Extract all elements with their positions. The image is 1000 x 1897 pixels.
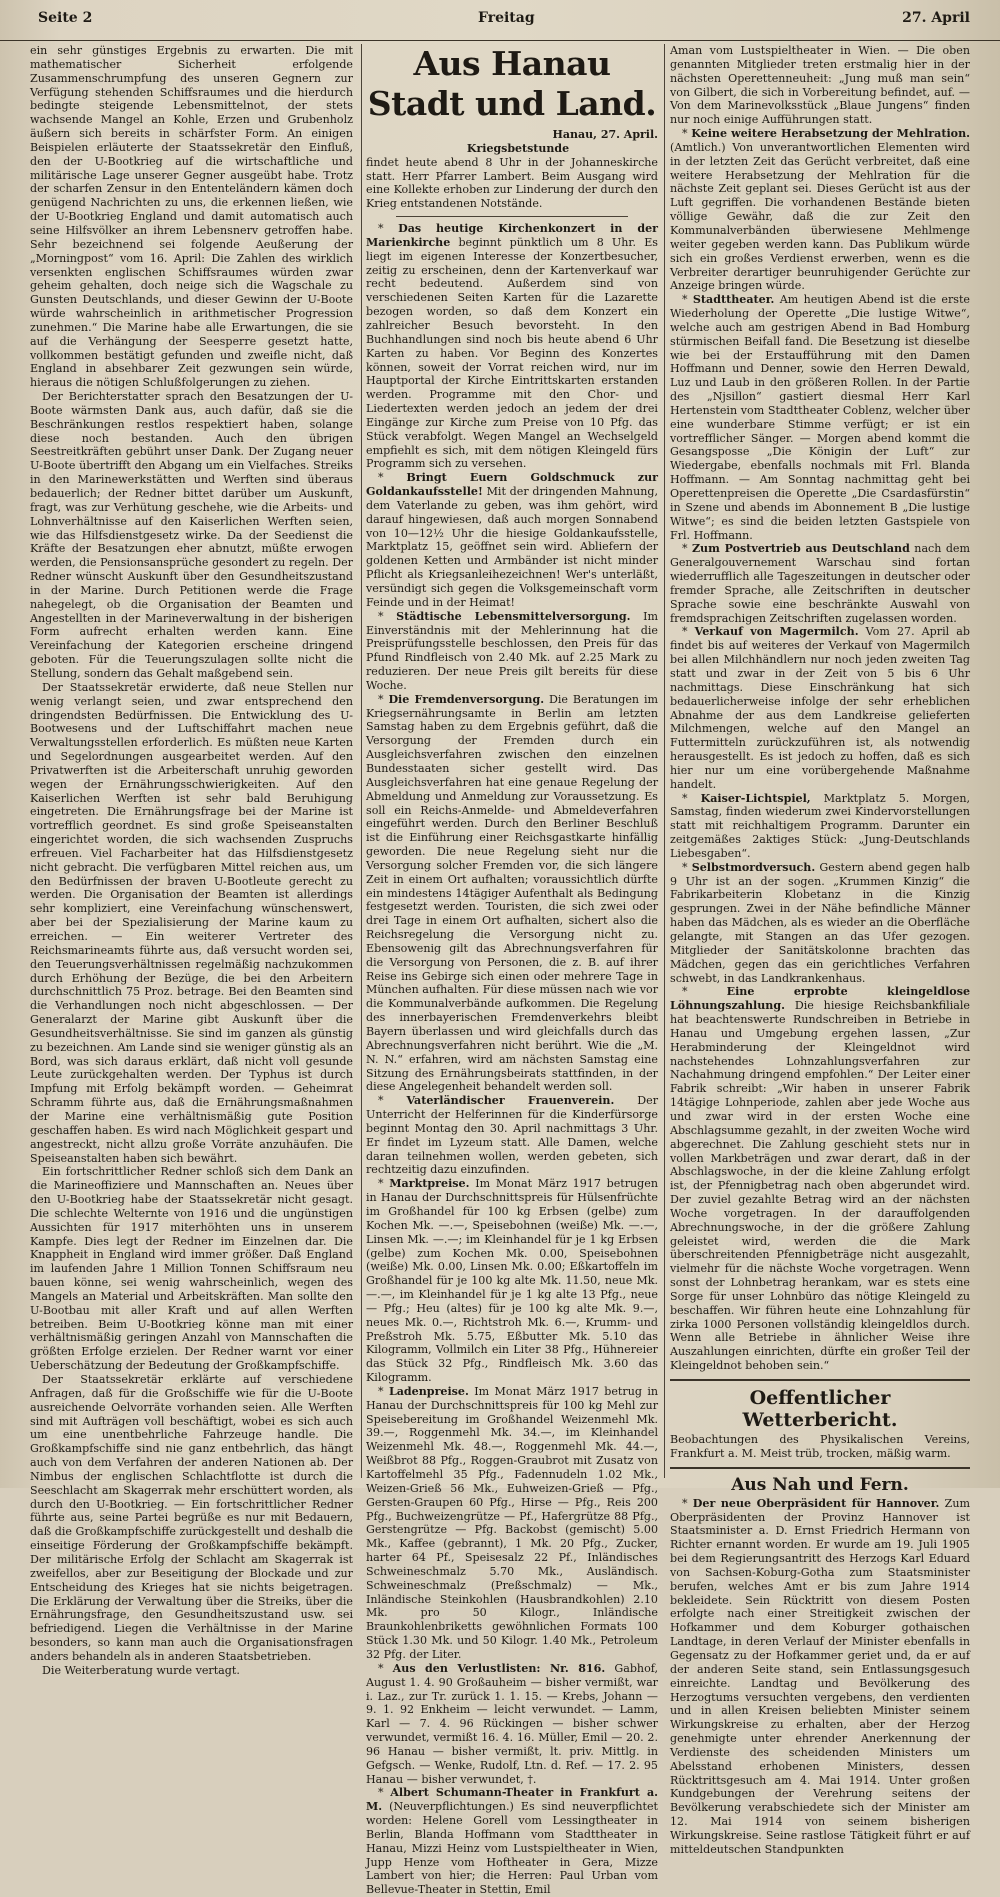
article-headline: Ladenpreise.: [388, 1384, 469, 1398]
separator: [670, 1467, 970, 1469]
article-headline: Aus den Verlustlisten: Nr. 816.: [392, 1661, 606, 1675]
article-headline: Kaiser-Lichtspiel,: [700, 791, 811, 805]
news-item: * Bringt Euern Goldschmuck zur Goldankaufsstelle! Mit der dringenden Mahnung, dem Vaterlande zu geben, was ihm gehört, wird darauf hingewiesen, daß auch morgen Sonnabend von 10—12½ Uhr die hiesige Goldankaufsstelle, Marktplatz 15, geöffnet sein wird. Abliefern der goldenen Ketten und Armbänder ist nicht minder Pflicht als Kriegsanleihezeichnen! Wer's unterläßt, versündigt sich gegen die Volksgemeinschaft vorm Feinde und in der Heimat!: [366, 471, 659, 609]
section-title-hanau: Aus Hanau Stadt und Land.: [367, 44, 657, 123]
news-item: * Ladenpreise. Im Monat März 1917 betrug in Hanau der Durchschnittspreis für 100 kg Mehl zur Speisebereitung im Großhandel Weizenmehl Mk. 39.—, Roggenmehl Mk. 34.—, im Kleinhandel Weizenmehl Mk. 48.—, Roggenmehl Mk. 44.—, Weißbrot 88 Pfg., Roggen-Graubrot mit Zusatz von Kartoffelmehl 35 Pfg., Fadennudeln 1.02 Mk., Weizen-Grieß 56 Mk., Euhweizen-Grieß — Pfg., Gersten-Graupen 60 Pfg., Hirse — Pfg., Reis 200 Pfg., Buchweizengrütze — Pf., Hafergrütze 88 Pfg., Gerstengrütze — Pfg. Backobst (gemischt) 5.00 Mk., Kaffee (gebrannt), 1 Mk. 20 Pfg., Zucker, harter 64 Pf., Speisesalz 22 Pf., Inländisches Schweineschmalz 5.70 Mk., Ausländisch. Schweineschmalz (Preßschmalz) — Mk., Inländische Steinkohlen (Hausbrandkohlen) 2.10 Mk. pro 50 Kilogr., Inländische Braunkohlenbriketts gewöhnlichen Formats 100 Stück 1.30 Mk. und 50 Kilogr. 1.40 Mk., Petroleum 32 Pfg. der Liter.: [366, 1384, 659, 1661]
news-item: * Verkauf von Magermilch. Vom 27. April ab findet bis auf weiteres der Verkauf von Magermilch bei allen Milchhändlern nur noch jeden zweiten Tag statt und zwar in der Zeit von 5 bis 6 Uhr nachmittags. Diese Einschränkung hat sich bedauerlicherweise infolge der sehr erheblichen Abnahme der aus dem Landkreise gelieferten Milchmengen, welche auf den Mangel an Futtermitteln zurückzuführen ist, als notwendig herausgestellt. Es ist jedoch zu hoffen, daß es sich hier nur um eine vorübergehende Maßnahme handelt.: [670, 625, 970, 791]
issue-date: 27. April: [902, 10, 970, 26]
article-text: Im Monat März 1917 betrug in Hanau der Durchschnittspreis für 100 kg Mehl zur Speisebereitung im Großhandel Weizenmehl Mk. 39.—, Roggenmehl Mk. 34.—, im Kleinhandel Weizenmehl Mk. 48.—, Roggenmehl Mk. 44.—, Weißbrot 88 Pfg., Roggen-Graubrot mit Zusatz von Kartoffelmehl 35 Pfg., Fadennudeln 1.02 Mk., Weizen-Grieß 56 Mk., Euhweizen-Grieß — Pfg., Gersten-Graupen 60 Pfg., Hirse — Pfg., Reis 200 Pfg., Buchweizengrütze — Pf., Hafergrütze 88 Pfg., Gerstengrütze — Pfg. Backobst (gemischt) 5.00 Mk., Kaffee (gebrannt), 1 Mk. 20 Pfg., Zucker, harter 64 Pf., Speisesalz 22 Pf., Inländisches Schweineschmalz 5.70 Mk., Ausländisch. Schweineschmalz (Preßschmalz) — Mk., Inländische Steinkohlen (Hausbrandkohlen) 2.10 Mk. pro 50 Kilogr., Inländische Braunkohlenbriketts gewöhnlichen Formats 100 Stück 1.30 Mk. und 50 Kilogr. 1.40 Mk., Petroleum 32 Pfg. der Liter.: [366, 1384, 659, 1661]
subheading: Kriegsbetstunde: [466, 141, 570, 155]
news-item: * Marktpreise. Im Monat März 1917 betrugen in Hanau der Durchschnittspreis für Hülsenfrüchte im Großhandel für 100 kg Erbsen (gelbe) zum Kochen Mk. —.—, Speisebohnen (weiße) Mk. —.—, Linsen Mk. —.—; im Kleinhandel für je 1 kg Erbsen (gelbe) zum Kochen Mk. 0.00, Speisebohnen (weiße) Mk. 0.00, Linsen Mk. 0.00; Eßkartoffeln im Großhandel für je 100 kg alte Mk. 11.50, neue Mk. —.—, im Kleinhandel für je 1 kg alte 13 Pfg., neue — Pfg.; Heu (altes) für je 100 kg alte Mk. 9.—, neues Mk. 0.—, Richtstroh Mk. 6.—, Krumm- und Preßstroh Mk. 5.75, Eßbutter Mk. 5.10 das Kilogramm, Vollmilch ein Liter 38 Pfg., Hühnereier das Stück 32 Pfg., Rindfleisch Mk. 3.60 das Kilogramm.: [366, 1177, 658, 1385]
paragraph: Der Staatssekretär erwiderte, daß neue Stellen nur wenig verlangt seien, und zwar entsprechend den dringendsten Bedürfnissen. Die Entwicklung des U-Bootwesens und der Luftschiffahrt machen neue Verwaltungsstellen erforderlich. Es müßten neue Karten und Segelordnungen ausgearbeitet werden. Auf den Privatwerften ist die Arbeiterschaft unruhig geworden wegen der Ernährungsschwierigkeiten. Auf den Kaiserlichen Werften ist sehr bald Beruhigung eingetreten. Die Ernährungsfrage bei der Marine ist vortrefflich geordnet. Es sind große Speiseanstalten eingerichtet worden, die sich wachsenden Zuspruchs erfreuen. Viel Facharbeiter hat das Hilfsdienstgesetz nicht gebracht. Die verfügbaren Mittel reichen aus, um den Bedürfnissen der braven U-Bootleute gerecht zu werden. Die Organisation der Beamten ist allerdings sehr kompliziert, eine Vereinfachung wünschenswert, aber bei der Spezialisierung der Marine kaum zu erreichen. — Ein weiterer Vertreter des Reichsmarineamts führte aus, daß versucht worden sei, den Teuerungsverhältnissen regelmäßig nachzukommen durch Erhöhung der Bezüge, die bei den Arbeitern durchschnittlich 75 Proz. betrage. Bei den Beamten sind die Verhandlungen noch nicht abgeschlossen. — Der Generalarzt der Marine gibt Auskunft über die Gesundheitsverhältnisse. Sie sind im ganzen als günstig zu bezeichnen. Am Lande sind sie weniger günstig als an Bord, was sich daraus erklärt, daß nicht voll gesunde Leute zurückgehalten werden. Der Typhus ist durch Impfung mit Erfolg bekämpft worden. — Geheimrat Schramm führte aus, daß die Ernährungsmaßnahmen der Marine eine verhältnismäßig gute Position geschaffen haben. Es wird nach Möglichkeit gespart und angestreckt, nicht allzu große Vorräte anzuhäufen. Die Speiseanstalten haben sich bewährt.: [30, 680, 353, 1165]
article-text: beginnt pünktlich um 8 Uhr. Es liegt im eigenen Interesse der Konzertbesucher, zeitig zu erscheinen, denn der Kartenverkauf war recht bedeutend. Außerdem sind von verschiedenen Seiten Karten für die Lazarette bezogen worden, so daß dem Konzert ein zahlreicher Besuch bevorsteht. In den Buchhandlungen sind noch bis heute abend 6 Uhr Karten zu haben. Vor Beginn des Konzertes können, soweit der Vorrat reichen wird, nur im Hauptportal der Kirche Eintrittskarten erstanden werden. Programme mit den Chor- und Liedertexten werden jedoch an jedem der drei Eingänge zur Kirche zum Preise von 10 Pfg. das Stück verabfolgt. Wegen Mangel an Wechselgeld empfiehlt es sich, mit dem nötigen Kleingeld fürs Programm sich zu versehen.: [366, 235, 658, 471]
news-item: * Aus den Verlustlisten: Nr. 816. Gabhof, August 1. 4. 90 Großauheim — bisher vermißt, war i. Laz., zur Tr. zurück 1. 1. 15. — Krebs, Johann — 9. 1. 92 Enkheim — leicht verwundet. — Lamm, Karl — 7. 4. 96 Rückingen — bisher schwer verwundet, vermißt 16. 4. 16. Müller, Emil — 20. 2. 96 Hanau — bisher vermißt, lt. priv. Mittlg. in Gefgsch. — Wenke, Rudolf, Ltn. d. Ref. — 17. 2. 95 Hanau — bisher verwundet, †.: [366, 1661, 658, 1786]
paragraph: Der Berichterstatter sprach den Besatzungen der U-Boote wärmsten Dank aus, auch dafür, daß sie die Beschränkungen restlos respektiert haben, solange diese noch bestanden. Auch den übrigen Seestreitkräften gebührt unser Dank. Der Zugang neuer U-Boote übertrifft den Abgang um ein Vielfaches. Streiks in den Marinewerkstätten und Werften sind überaus bedauerlich; der Redner bittet darüber um Auskunft, fragt, was zur Verhütung geschehe, wie die Arbeits- und Lohnverhältnisse auf den Kaiserlichen Werften seien, wie das Hilfsdienstgesetz wirke. Da der Seedienst die Kräfte der Besatzungen eher abnutzt, müßte erwogen werden, die Pensionsansprüche gesondert zu regeln. Der Redner wünscht Auskunft über den Gesundheitszustand in der Marine. Durch Petitionen werde die Frage nahegelegt, ob die Organisation der Beamten und Angestellten in der Marineverwaltung in der bisherigen Form aufrecht erhalten werden kann. Eine Vereinfachung der Kategorien erscheine dringend geboten. Für die Teuerungszulagen sollte nicht die Stellung, sondern das Gehalt maßgebend sein.: [30, 390, 353, 680]
article-text: Gestern abend gegen halb 9 Uhr ist an der sogen. „Krummen Kinzig“ die Fabrikarbeiterin Klobetanz in die Kinzig gesprungen. Zwei in der Nähe befindliche Männer haben das Mädchen, als es wieder an die Oberfläche gelangte, mit Stangen an das Ufer gezogen. Mitglieder der Sanitätskolonne brachten das Mädchen, gegen das ein gerichtliches Verfahren schwebt, in das Landkrankenhaus.: [670, 860, 970, 985]
article-headline: Stadttheater.: [692, 293, 775, 307]
column-right: [670, 44, 971, 1856]
news-item: * Zum Postvertrieb aus Deutschland nach dem Generalgouvernement Warschau sind fortan wiederrufflich alle Tageszeitungen in deutscher oder fremder Sprache, alle Zeitschriften in deutscher Sprache sowie eine beschränkte Auswahl von fremdsprachigen Zeitschriften zugelassen worden.: [670, 542, 970, 625]
separator: [396, 216, 628, 217]
news-item: * Das heutige Kirchenkonzert in der Marienkirche beginnt pünktlich um 8 Uhr. Es liegt im eigenen Interesse der Konzertbesucher, zeitig zu erscheinen, denn der Kartenverkauf war recht bedeutend. Außerdem sind von verschiedenen Seiten Karten für die Lazarette bezogen worden, so daß dem Konzert ein zahlreicher Besuch bevorsteht. In den Buchhandlungen sind noch bis heute abend 6 Uhr Karten zu haben. Vor Beginn des Konzertes können, soweit der Vorrat reichen wird, nur im Hauptportal der Kirche Eintrittskarten erstanden werden. Programme mit den Chor- und Liedertexten werden jedoch an jedem der drei Eingänge zur Kirche zum Preise von 10 Pfg. das Stück verabfolgt. Wegen Mangel an Wechselgeld empfiehlt es sich, mit dem nötigen Kleingeld fürs Programm sich zu versehen.: [366, 222, 658, 471]
weather-title: Oeffentlicher Wetterbericht.: [742, 1387, 898, 1431]
article-text: Zum Oberpräsidenten der Provinz Hannover ist Staatsminister a. D. Ernst Friedrich Hermann von Richter ernannt worden. Er wurde am 19. Juli 1905 bei dem Regierungsantritt des Herzogs Karl Eduard von Sachsen-Koburg-Gotha zum Staatsminister berufen, welches Amt er bis zum Jahre 1914 bekleidete. Sein Rücktritt von diesem Posten erfolgte nach einer Streitigkeit zwischen der Hofkammer und dem Koburger gothaischen Landtage, in deren Verlauf der Minister ebenfalls in Gegensatz zu der Hofkammer geriet und, da er auf der anderen Seite stand, sein Entlassungsgesuch einreichte. Landtag und Bevölkerung des Herzogtums versuchten vergebens, den verdienten und in allen Kreisen beliebten Minister seinem Wirkungskreise zu erhalten, aber der Herzog genehmigte unter ehrender Anerkennung der Verdienste des scheidenden Ministers um Abelsstand erhobenen Ministers, dessen Rücktrittsgesuch am 4. Mai 1914. Unter großen Kundgebungen der Verehrung seitens der Bevölkerung verabschiedete sich der Minister am 12. Mai 1914 von seinem bisherigen Wirkungskreise. Seine rastlose Tätigkeit führt er auf mitteldeutschen Standpunkten: [670, 1496, 970, 1856]
column-middle: [366, 44, 659, 1897]
article-text: Aman vom Lustspieltheater in Wien. — Die oben genannten Mitglieder treten erstmalig hier in der nächsten Operettenneuheit: „Jung muß man sein“ von Gilbert, die sich in Vorbereitung befindet, auf. — Von dem Marinevolksstück „Blaue Jungens“ finden nur noch einige Aufführungen statt.: [670, 44, 970, 127]
article-text: Der Unterricht der Helferinnen für die Kinderfürsorge beginnt Montag den 30. April nachmittags 3 Uhr. Er findet im Lyzeum statt. Alle Damen, welche daran teilnehmen wollen, werden gebeten, sich rechtzeitig dazu einzufinden.: [366, 1094, 659, 1177]
article-text: Die Beratungen im Kriegsernährungsamte in Berlin am letzten Samstag haben zu dem Ergebnis geführt, daß die Versorgung der Fremden durch ein Ausgleichsverfahren zwischen den einzelnen Bundesstaaten sicher gestellt wird. Das Ausgleichsverfahren hat eine genaue Regelung der Abmeldung und Anmeldung zur Voraussetzung. Es soll ein Reichs-Anmelde- und Abmeldeverfahren eingeführt werden. Durch den Berliner Beschluß ist die Einführung einer Reichsgastkarte hinfällig geworden. Die neue Regelung sieht nur die Versorgung solcher Fremden vor, die sich längere Zeit in einem Ort aufhalten; voraussichtlich dürfte ein mindestens 14tägiger Aufenthalt als Bedingung festgesetzt werden. Touristen, die sich zwei oder drei Tage in einem Ort aufhalten, sichert also die Reichsregelung die Versorgung nicht zu. Ebensowenig gilt das Abrechnungsverfahren für die Versorgung von Personen, die z. B. auf ihrer Reise ins Gebirge sich einen oder mehrere Tage in München aufhalten. Für diese müssen nach wie vor die Kommunalverbände aufkommen. Die Regelung des innerbayerischen Fremdenverkehrs bleibt Bayern überlassen und wird gleichfalls durch das Abrechnungsverfahren nicht berührt. Wie die „M. N. N.“ erfahren, wird am nächsten Samstag eine Sitzung des Ernährungsbeirats stattfinden, in der diese Angelegenheit behandelt werden soll.: [366, 692, 659, 1094]
separator: [670, 1379, 970, 1381]
paragraph: Ein fortschrittlicher Redner schloß sich dem Dank an die Marineoffiziere und Mannschaften an. Neues über den U-Bootkrieg habe der Staatssekretär nicht gesagt. Die schlechte Welternte von 1916 und die ungünstigen Aussichten für 1917 miterhöhten uns in unserem Kampfe. Dies legt der Redner im Einzelnen dar. Die Knappheit in England wird immer größer. Daß England im laufenden Jahre 1 Million Tonnen Schiffsraum neu bauen könne, sei wenig wahrscheinlich, wegen des Mangels an Material und Arbeitskräften. Man sollte den U-Bootbau mit aller Kraft und auf allen Werften betreiben. Beim U-Bootkrieg könne man mit einer verhältnismäßig geringen Anzahl von Mannschaften die größten Erfolge erzielen. Der Redner warnt vor einer Ueberschätzung der Bedeutung der Großkampfschiffe.: [30, 1165, 353, 1373]
article-headline: Verkauf von Magermilch.: [694, 625, 859, 639]
article-text: Gabhof, August 1. 4. 90 Großauheim — bisher vermißt, war i. Laz., zur Tr. zurück 1. 1. 15. — Krebs, Johann — 9. 1. 92 Enkheim — leicht verwundet. — Lamm, Karl — 7. 4. 96 Rückingen — bisher schwer verwundet, vermißt 16. 4. 16. Müller, Emil — 20. 2. 96 Hanau — bisher vermißt, lt. priv. Mittlg. in Gefgsch. — Wenke, Rudolf, Ltn. d. Ref. — 17. 2. 95 Hanau — bisher verwundet, †.: [366, 1661, 658, 1786]
article-text: Die hiesige Reichsbankfiliale hat beachtenswerte Rundschreiben in Betriebe in Hanau und Umgebung ergehen lassen, „Zur Herabminderung der Kleingeldnot wird nachstehendes Lohnzahlungsverfahren zur Nachahmung dringend empfohlen.“ Der Leiter einer Fabrik schreibt: „Wir haben in unserer Fabrik 14tägige Lohnperiode, zahlen aber jede Woche aus und zwar wird in der ersten Woche eine Abschlagsumme gezahlt, in der zweiten Woche wird abgerechnet. Die Zahlung geschieht stets nur in vollen Markbeträgen und zwar derart, daß in der Abschlagswoche, in der die kleine Zahlung erfolgt ist, der Pfennigbetrag nach oben abgerundet wird. Der zuviel gezahlte Betrag wird an der nächsten Woche vorgetragen. In der darauffolgenden Abrechnungswoche, in der die größere Zahlung geleistet wird, werden die die Mark überschreitenden Pfennigbeträge nicht ausgezahlt, vielmehr für die nächste Woche vorgetragen. Wenn sonst der Lohnbetrag herankam, war es stets eine Sorge für unser Lohnbüro das nötige Kleingeld zu beschaffen. Wir führen heute eine Lohnzahlung für zirka 1000 Personen vollständig kleingeldlos durch. Wenn alle Betriebe in ähnlicher Weise ihre Auszahlungen einrichten, dürfte ein großer Teil der Kleingeldnot behoben sein.“: [670, 999, 970, 1373]
news-item: * Albert Schumann-Theater in Frankfurt a. M. (Neuverpflichtungen.) Es sind neuverpflichtet worden: Helene Gorell vom Lessingtheater in Berlin, Blanda Hoffmann vom Stadttheater in Hanau, Mizzi Heinz vom Lustspieltheater in Wien, Jupp Henze vom Hoftheater in Gera, Mizze Lambert von hier; die Herren: Paul Urban vom Bellevue-Theater in Stettin, Emil: [366, 1786, 658, 1897]
news-item: * Stadttheater. Am heutigen Abend ist die erste Wiederholung der Operette „Die lustige Witwe“, welche auch am gestrigen Abend in Bad Homburg stürmischen Beifall fand. Die Besetzung ist dieselbe wie bei der Erstaufführung mit den Damen Hoffmann und Denner, sowie den Herren Dewald, Luz und Laub in den größeren Rollen. In der Partie des „Njsillon“ gastiert diesmal Herr Karl Hertenstein vom Stadttheater Coblenz, welcher über eine wunderbare Stimme verfügt; er ist ein vortrefflicher Sänger. — Morgen abend kommt die Gesangsposse „Die Königin der Luft“ zur Wiedergabe, ebenfalls nochmals mit Frl. Blanda Hoffmann. — Am Sonntag nachmittag geht bei Operettenpreisen die Operette „Die Csardasfürstin“ in Szene und abends im Abonnement B „Die lustige Witwe“; es sind die beiden letzten Gastspiele von Frl. Hoffmann.: [670, 293, 970, 542]
article-text: Am heutigen Abend ist die erste Wiederholung der Operette „Die lustige Witwe“, welche auch am gestrigen Abend in Bad Homburg stürmischen Beifall fand. Die Besetzung ist dieselbe wie bei der Erstaufführung mit den Damen Hoffmann und Denner, sowie den Herren Dewald, Luz und Laub in den größeren Rollen. In der Partie des „Njsillon“ gastiert diesmal Herr Karl Hertenstein vom Stadttheater Coblenz, welcher über eine wunderbare Stimme verfügt; er ist ein vortrefflicher Sänger. — Morgen abend kommt die Gesangsposse „Die Königin der Luft“ zur Wiedergabe, ebenfalls nochmals mit Frl. Blanda Hoffmann. — Am Sonntag nachmittag geht bei Operettenpreisen die Operette „Die Csardasfürstin“ in Szene und abends im Abonnement B „Die lustige Witwe“; es sind die beiden letzten Gastspiele von Frl. Hoffmann.: [670, 293, 970, 542]
column-divider: [361, 44, 362, 1478]
page-number: Seite 2: [38, 10, 93, 26]
article-text: (Amtlich.) Von unverantwortlichen Elementen wird in der letzten Zeit das Gerücht verbreitet, daß eine weitere Herabsetzung der Mehlration für die nächste Zeit geplant sei. Dieses Gerücht ist aus der Luft gegriffen. Die vorhandenen Bestände bieten völlige Gewähr, daß die zur Zeit den Kommunalverbänden überwiesene Mehlmenge weiter gegeben werden kann. Das Publikum würde sich ein großes Verdienst erwerben, wenn es die Verbreiter derartiger beunruhigender Gerüchte zur Anzeige bringen würde.: [670, 140, 970, 293]
news-item: * Eine erprobte kleingeldlose Löhnungszahlung. Die hiesige Reichsbankfiliale hat beachtenswerte Rundschreiben in Betriebe in Hanau und Umgebung ergehen lassen, „Zur Herabminderung der Kleingeldnot wird nachstehendes Lohnzahlungsverfahren zur Nachahmung dringend empfohlen.“ Der Leiter einer Fabrik schreibt: „Wir haben in unserer Fabrik 14tägige Lohnperiode, zahlen aber jede Woche aus und zwar wird in der ersten Woche eine Abschlagsumme gezahlt, in der zweiten Woche wird abgerechnet. Die Zahlung geschieht stets nur in vollen Markbeträgen und zwar derart, daß in der Abschlagswoche, in der die kleine Zahlung erfolgt ist, der Pfennigbetrag nach oben abgerundet wird. Der zuviel gezahlte Betrag wird an der nächsten Woche vorgetragen. In der darauffolgenden Abrechnungswoche, in der die größere Zahlung geleistet wird, werden die die Mark überschreitenden Pfennigbeträge nicht ausgezahlt, vielmehr für die nächste Woche vorgetragen. Wenn sonst der Lohnbetrag herankam, war es stets eine Sorge für unser Lohnbüro das nötige Kleingeld zu beschaffen. Wir führen heute eine Lohnzahlung für zirka 1000 Personen vollständig kleingeldlos durch. Wenn alle Betriebe in ähnlicher Weise ihre Auszahlungen einrichten, dürfte ein großer Teil der Kleingeldnot behoben sein.“: [670, 985, 971, 1373]
article-text: Im Monat März 1917 betrugen in Hanau der Durchschnittspreis für Hülsenfrüchte im Großhandel für 100 kg Erbsen (gelbe) zum Kochen Mk. —.—, Speisebohnen (weiße) Mk. —.—, Linsen Mk. —.—; im Kleinhandel für je 1 kg Erbsen (gelbe) zum Kochen Mk. 0.00, Speisebohnen (weiße) Mk. 0.00, Linsen Mk. 0.00; Eßkartoffeln im Großhandel für je 100 kg alte Mk. 11.50, neue Mk. —.—, im Kleinhandel für je 1 kg alte 13 Pfg., neue — Pfg.; Heu (altes) für je 100 kg alte Mk. 9.—, neues Mk. 0.—, Richtstroh Mk. 6.—, Krumm- und Preßstroh Mk. 5.75, Eßbutter Mk. 5.10 das Kilogramm, Vollmilch ein Liter 38 Pfg., Hühnereier das Stück 32 Pfg., Rindfleisch Mk. 3.60 das Kilogramm.: [366, 1177, 658, 1385]
news-item: * Vaterländischer Frauenverein. Der Unterricht der Helferinnen für die Kinderfürsorge beginnt Montag den 30. April nachmittags 3 Uhr. Er findet im Lyzeum statt. Alle Damen, welche daran teilnehmen wollen, werden gebeten, sich rechtzeitig dazu einzufinden.: [366, 1094, 659, 1177]
news-item: * Die Fremdenversorgung. Die Beratungen im Kriegsernährungsamte in Berlin am letzten Samstag haben zu dem Ergebnis geführt, daß die Versorgung der Fremden durch ein Ausgleichsverfahren zwischen den einzelnen Bundesstaaten sicher gestellt wird. Das Ausgleichsverfahren hat eine genaue Regelung der Abmeldung und Anmeldung zur Voraussetzung. Es soll ein Reichs-Anmelde- und Abmeldeverfahren eingeführt werden. Durch den Berliner Beschluß ist die Einführung einer Reichsgastkarte hinfällig geworden. Die neue Regelung sieht nur die Versorgung solcher Fremden vor, die sich längere Zeit in einem Ort aufhalten; voraussichtlich dürfte ein mindestens 14tägiger Aufenthalt als Bedingung festgesetzt werden. Touristen, die sich zwei oder drei Tage in einem Ort aufhalten, sichert also die Reichsregelung die Versorgung nicht zu. Ebensowenig gilt das Abrechnungsverfahren für die Versorgung von Personen, die z. B. auf ihrer Reise ins Gebirge sich einen oder mehrere Tage in München aufhalten. Für diese müssen nach wie vor die Kommunalverbände aufkommen. Die Regelung des innerbayerischen Fremdenverkehrs bleibt Bayern überlassen und wird gleichfalls durch das Abrechnungsverfahren nicht berührt. Wie die „M. N. N.“ erfahren, wird am nächsten Samstag eine Sitzung des Ernährungsbeirats stattfinden, in der diese Angelegenheit behandelt werden soll.: [366, 692, 659, 1094]
section-title-news: Aus Nah und Fern.: [731, 1474, 909, 1495]
page-header: [0, 0, 1000, 41]
news-item: * Kaiser-Lichtspiel, Marktplatz 5. Morgen, Samstag, finden wiederum zwei Kindervorstellungen statt mit reichhaltigem Programm. Darunter ein zeitgemäßes 2aktiges Stück: „Jung-Deutschlands Liebesgaben“.: [670, 791, 970, 860]
paragraph: ein sehr günstiges Ergebnis zu erwarten. Die mit mathematischer Sicherheit erfolgende Zusammenschrumpfung des unseren Gegnern zur Verfügung stehenden Schiffsraumes und die hierdurch bedingte steigende Lebensmittelnot, der stets wachsende Mangel an Kohle, Erzen und Grubenholz äußern sich bereits in schärfster Form. An einigen Beispielen erläuterte der Staatssekretär den Einfluß, den der U-Bootkrieg auf die wirtschaftliche und militärische Lage unserer Gegner ausgeübt habe. Trotz der scharfen Zensur in den Ententeländern kämen doch genügend Nachrichten zu uns, die erkennen ließen, wie der U-Bootkrieg England und damit automatisch auch seine Hilfsvölker an ihrem Lebensnerv getroffen habe. Sehr bezeichnend sei folgende Aeußerung der „Morningpost“ vom 16. April: Die Zahlen des wirklich versenkten englischen Schiffsraumes würden zwar geheim gehalten, doch neige sich die Wagschale zu Gunsten Deutschlands, und dieser Gewinn der U-Boote würde wahrscheinlich in arithmetischer Progression zunehmen.“ Die Marine habe alle Erwartungen, die sie auf die Verhängung der Seesperre gesetzt hatte, vollkommen bestätigt gefunden und zweifle nicht, daß England in absehbarer Zeit gezwungen sein würde, hieraus die nötigen Schlußfolgerungen zu ziehen.: [30, 44, 353, 390]
article-text: Mit der dringenden Mahnung, dem Vaterlande zu geben, was ihm gehört, wird darauf hingewiesen, daß auch morgen Sonnabend von 10—12½ Uhr die hiesige Goldankaufsstelle, Marktplatz 15, geöffnet sein wird. Abliefern der goldenen Ketten und Armbänder ist nicht minder Pflicht als Kriegsanleihezeichnen! Wer's unterläßt, versündigt sich gegen die Volksgemeinschaft vorm Feinde und in der Heimat!: [366, 485, 658, 609]
article-headline: Die Fremdenversorgung.: [388, 692, 545, 706]
weekday: Freitag: [478, 10, 535, 26]
article-text: (Neuverpflichtungen.) Es sind neuverpflichtet worden: Helene Gorell vom Lessingtheater in Berlin, Blanda Hoffmann vom Stadttheater in Hanau, Mizzi Heinz vom Lustspieltheater in Wien, Jupp Henze vom Hoftheater in Gera, Mizze Lambert von hier; die Herren: Paul Urban vom Bellevue-Theater in Stettin, Emil: [366, 1800, 658, 1897]
news-item: * Der neue Oberpräsident für Hannover. Zum Oberpräsidenten der Provinz Hannover ist Staatsminister a. D. Ernst Friedrich Hermann von Richter ernannt worden. Er wurde am 19. Juli 1905 bei dem Regierungsantritt des Herzogs Karl Eduard von Sachsen-Koburg-Gotha zum Staatsminister berufen, welches Amt er bis zum Jahre 1914 bekleidete. Sein Rücktritt von diesem Posten erfolgte nach einer Streitigkeit zwischen der Hofkammer und dem Koburger gothaischen Landtage, in deren Verlauf der Minister ebenfalls in Gegensatz zu der Hofkammer geriet und, da er auf der anderen Seite stand, sein Entlassungsgesuch einreichte. Landtag und Bevölkerung des Herzogtums versuchten vergebens, den verdienten und in allen Kreisen beliebten Minister seinem Wirkungskreise zu erhalten, aber der Herzog genehmigte unter ehrender Anerkennung der Verdienste des scheidenden Ministers um Abelsstand erhobenen Ministers, dessen Rücktrittsgesuch am 4. Mai 1914. Unter großen Kundgebungen der Verehrung seitens der Bevölkerung verabschiedete sich der Minister am 12. Mai 1914 von seinem bisherigen Wirkungskreise. Seine rastlose Tätigkeit führt er auf mitteldeutschen Standpunkten: [670, 1496, 970, 1856]
column-divider: [664, 44, 665, 1478]
article-text: Vom 27. April ab findet bis auf weiteres der Verkauf von Magermilch bei allen Milchhändlern nur noch jeden zweiten Tag statt und zwar in der Zeit von 5 bis 6 Uhr nachmittags. Diese Einschränkung hat sich bedauerlicherweise infolge der sehr erheblichen Abnahme der aus dem Landkreise gelieferten Milchmengen, welche auf den Mangel an Futtermitteln zurückzuführen ist, als notwendig herausgestellt. Es ist jedoch zu hoffen, daß es sich hier nur um eine vorübergehende Maßnahme handelt.: [670, 625, 970, 791]
news-item: * Selbstmordversuch. Gestern abend gegen halb 9 Uhr ist an der sogen. „Krummen Kinzig“ die Fabrikarbeiterin Klobetanz in die Kinzig gesprungen. Zwei in der Nähe befindliche Männer haben das Mädchen, als es wieder an die Oberfläche gelangte, mit Stangen an das Ufer gezogen. Mitglieder der Sanitätskolonne brachten das Mädchen, gegen das ein gerichtliches Verfahren schwebt, in das Landkrankenhaus.: [670, 860, 970, 985]
news-item: * Keine weitere Herabsetzung der Mehlration. (Amtlich.) Von unverantwortlichen Elementen wird in der letzten Zeit das Gerücht verbreitet, daß eine weitere Herabsetzung der Mehlration für die nächste Zeit geplant sei. Dieses Gerücht ist aus der Luft gegriffen. Die vorhandenen Bestände bieten völlige Gewähr, daß die zur Zeit den Kommunalverbänden überwiesene Mehlmenge weiter gegeben werden kann. Das Publikum würde sich ein großes Verdienst erwerben, wenn es die Verbreiter derartiger beunruhigender Gerüchte zur Anzeige bringen würde.: [670, 127, 970, 293]
article-headline: Eine erprobte kleingeldlose Löhnungszahlung.: [670, 985, 971, 1013]
paragraph: Die Weiterberatung wurde vertagt.: [42, 1663, 240, 1677]
article-headline: Bringt Euern Goldschmuck zur Goldankaufsstelle!: [366, 471, 659, 499]
article-headline: Vaterländischer Frauenverein.: [406, 1094, 615, 1108]
article-headline: Der neue Oberpräsident für Hannover.: [692, 1496, 940, 1510]
news-item: * Städtische Lebensmittelversorgung. Im Einverständnis mit der Mehlerinnung hat die Preisprüfungsstelle beschlossen, den Preis für das Pfund Rindfleisch von 2.40 Mk. auf 2.25 Mark zu reduzieren. Der neue Preis gilt bereits für diese Woche.: [366, 609, 659, 692]
article-headline: Keine weitere Herabsetzung der Mehlration.: [691, 127, 970, 141]
article-headline: Städtische Lebensmittelversorgung.: [396, 609, 631, 623]
article-headline: Albert Schumann-Theater in Frankfurt a. M.: [366, 1786, 658, 1814]
article-text: Marktplatz 5. Morgen, Samstag, finden wiederum zwei Kindervorstellungen statt mit reichhaltigem Programm. Darunter ein zeitgemäßes 2aktiges Stück: „Jung-Deutschlands Liebesgaben“.: [670, 791, 970, 860]
article-headline: Das heutige Kirchenkonzert in der Marienkirche: [366, 222, 658, 249]
article-headline: Marktpreise.: [389, 1177, 470, 1191]
article-headline: Zum Postvertrieb aus Deutschland: [691, 542, 910, 556]
column-left: [30, 44, 353, 1677]
dateline: Hanau, 27. April.: [552, 128, 658, 141]
intro-paragraph: findet heute abend 8 Uhr in der Johanneskirche statt. Herr Pfarrer Lambert. Beim Ausgang wird eine Kollekte erhoben zur Linderung der durch den Krieg entstandenen Notstände.: [366, 155, 658, 211]
weather-text: Beobachtungen des Physikalischen Vereins, Frankfurt a. M. Meist trüb, trocken, mäßig warm.: [670, 1433, 970, 1460]
article-headline: Selbstmordversuch.: [691, 860, 816, 874]
article-text: Im Einverständnis mit der Mehlerinnung hat die Preisprüfungsstelle beschlossen, den Preis für das Pfund Rindfleisch von 2.40 Mk. auf 2.25 Mark zu reduzieren. Der neue Preis gilt bereits für diese Woche.: [366, 609, 659, 692]
article-text: nach dem Generalgouvernement Warschau sind fortan wiederrufflich alle Tageszeitungen in deutscher oder fremder Sprache, alle Zeitschriften in deutscher Sprache sowie eine beschränkte Auswahl von fremdsprachigen Zeitschriften zugelassen worden.: [670, 542, 970, 625]
news-item: [670, 44, 970, 127]
paragraph: Der Staatssekretär erklärte auf verschiedene Anfragen, daß für die Großschiffe wie für die U-Boote ausreichende Oelvorräte vorhanden seien. Alle Werften sind mit Aufträgen voll beschäftigt, wobei es sich auch um eine unentbehrliche Fahrzeuge handle. Die Großkampfschiffe sind nie ganz entbehrlich, das hängt auch von dem Verfahren der anderen Nationen ab. Der Nimbus der englischen Schlachtflotte ist durch die Seeschlacht am Skagerrak mehr erschüttert worden, als durch den U-Bootkrieg. — Ein fortschrittlicher Redner führte aus, seine Partei begrüße es nur mit Bedauern, daß die Großkampfschiffe zurückgestellt und deshalb die einseitige Förderung der Großkampfschiffe bekämpft. Der militärische Erfolg der Schlacht am Skagerrak ist zweifellos, aber zur Beseitigung der Blockade und zur Entscheidung des Krieges hat sie nichts beigetragen. Die Erklärung der Verwaltung über die Streiks, über die Ernährungsfrage, den Gesundheitszustand usw. sei befriedigend. Liegen die Verhältnisse in der Marine besonders, so kann man auch die Organisationsfragen anders behandeln als in anderen Staatsbetrieben.: [30, 1373, 353, 1663]
